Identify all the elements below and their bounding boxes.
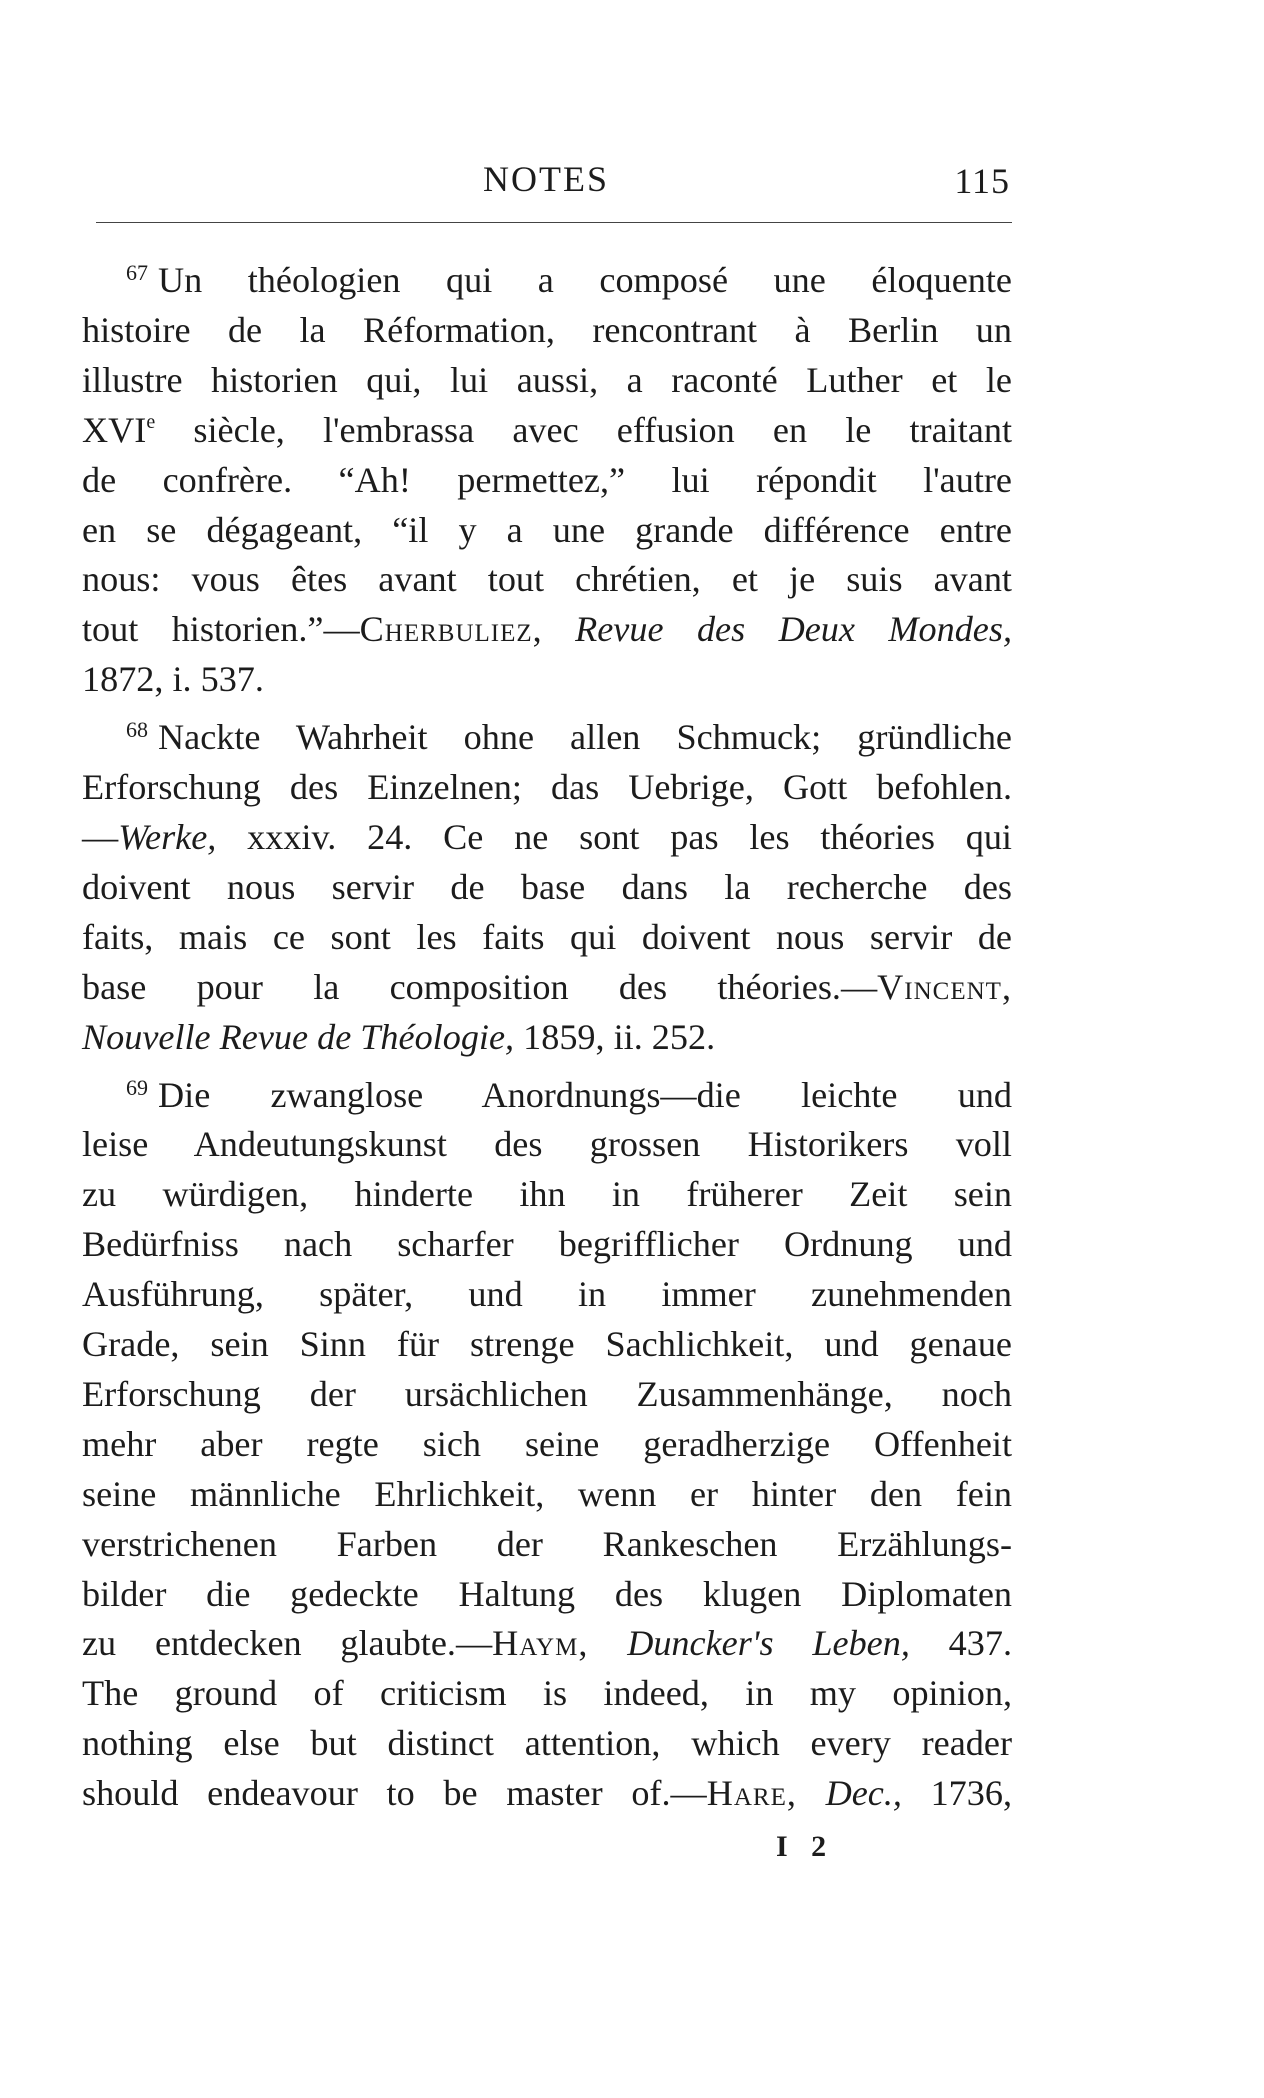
note-line: histoire de la Réformation, rencontrant à Berlin un [82,309,1012,350]
notes-body [82,248,1012,1819]
note-line: $^{67}$ Un théologien qui a composé une éloquente [126,260,1012,300]
page-number: 115 [954,161,1010,201]
note-67 [82,248,1012,705]
note-line: illustre historien qui, lui aussi, a raconté Luther et le [82,359,1012,400]
citation-source: Duncker's Leben, [627,1623,910,1664]
note-line: nothing else but distinct attention, which every reader [82,1723,1012,1764]
note-line: seine männliche Ehrlichkeit, wenn er hinter den fein [82,1473,1012,1514]
note-line: XVIe siècle, l'embrassa avec effusion en le traitant [82,409,1012,450]
note-69 [82,1063,1012,1820]
note-line: —Werke, xxxiv. 24. Ce ne sont pas les théories qui [82,816,1012,857]
note-line: Nouvelle Revue de Théologie, 1859, ii. 252. [82,1016,716,1057]
running-head: NOTES [483,159,609,199]
note-line: mehr aber regte sich seine geradherzige Offenheit [82,1423,1012,1464]
note-number: 69 [126,1074,148,1100]
citation-author: Vincent, [877,966,1012,1007]
note-line: faits, mais ce sont les faits qui doivent nous servir de [82,916,1012,957]
citation-author: Haym, [492,1623,589,1664]
signature-mark: I 2 [776,1830,835,1863]
note-line: should endeavour to be master of.—Hare, Dec., 1736, [82,1773,1013,1814]
note-line: Grade, sein Sinn für strenge Sachlichkeit, und genaue [82,1324,1012,1365]
citation-author: Hare, [706,1773,797,1814]
note-line: verstrichenen Farben der Rankeschen Erzählungs- [82,1523,1012,1564]
note-number: 68 [126,717,148,743]
note-line: bilder die gedeckte Haltung des klugen Diplomaten [82,1573,1012,1614]
note-line: $^{69}$ Die zwanglose Anordnungs—die leichte und [126,1074,1012,1115]
note-line: Erforschung des Einzelnen; das Uebrige, Gott befohlen. [82,767,1012,808]
note-line: Ausführung, später, und in immer zunehmenden [82,1274,1012,1315]
header-rule [96,222,1012,223]
note-line: tout historien.”—Cherbuliez, Revue des Deux Mondes, [82,609,1012,650]
citation-source: Nouvelle Revue de Théologie, [82,1016,515,1057]
note-line: zu würdigen, hinderte ihn in früherer Zeit sein [82,1174,1012,1215]
note-line: base pour la composition des théories.—Vincent, [82,966,1012,1007]
note-line: en se dégageant, “il y a une grande différence entre [82,509,1012,550]
note-number: 67 [126,260,148,285]
note-68 [82,705,1012,1062]
note-line: de confrère. “Ah! permettez,” lui répondit l'autre [82,459,1012,500]
note-line: zu entdecken glaubte.—Haym, Duncker's Leben, 437. [82,1623,1012,1664]
citation-author: Cherbuliez [359,609,533,650]
note-line: leise Andeutungskunst des grossen Historikers voll [82,1124,1012,1165]
note-line: $^{68}$ Nackte Wahrheit ohne allen Schmuck; gründliche [126,717,1012,758]
page-header [82,158,1010,208]
note-line: nous: vous êtes avant tout chrétien, et je suis avant [82,559,1012,600]
note-line: doivent nous servir de base dans la recherche des [82,866,1012,907]
citation-source: Werke, [118,816,217,857]
citation-source: Dec., [825,1773,902,1814]
note-line: 1872, i. 537. [82,659,264,700]
note-line: Bedürfniss nach scharfer begrifflicher Ordnung und [82,1224,1012,1265]
note-line: Erforschung der ursächlichen Zusammenhänge, noch [82,1373,1012,1414]
citation-source: Revue des Deux Mondes, [575,609,1012,650]
note-line: The ground of criticism is indeed, in my opinion, [82,1673,1012,1714]
